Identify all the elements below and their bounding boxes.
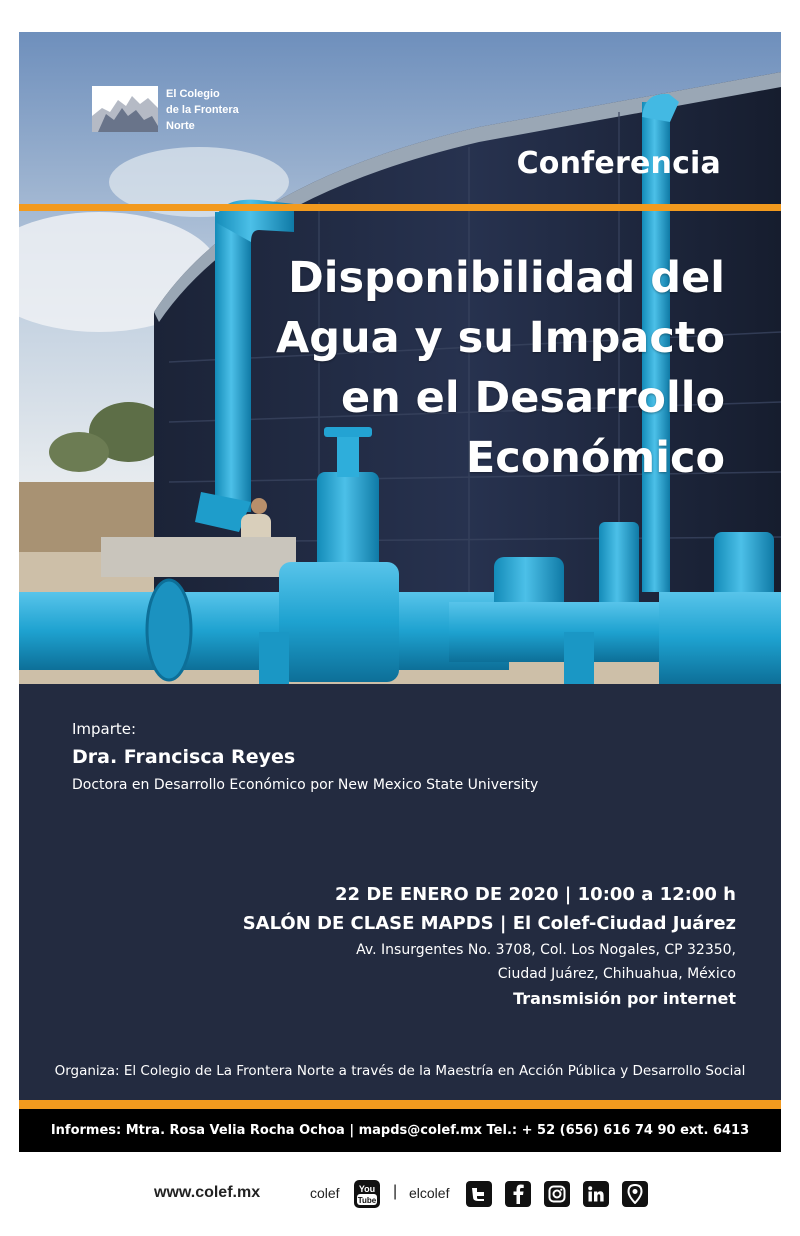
speaker-label: Imparte: xyxy=(72,720,137,738)
footer xyxy=(0,1170,800,1220)
youtube-icon-text: You xyxy=(358,1184,376,1194)
instagram-icon[interactable] xyxy=(544,1181,570,1207)
logo-text xyxy=(166,86,239,134)
youtube-icon[interactable] xyxy=(354,1180,380,1208)
colef-logo xyxy=(92,86,239,134)
accent-divider xyxy=(19,204,781,211)
event-address-line: Ciudad Juárez, Chihuahua, México xyxy=(497,966,736,982)
colef-logo-mark-icon xyxy=(92,86,158,132)
speaker-description: Doctora en Desarrollo Económico por New Mexico State University xyxy=(72,777,539,793)
contact-text: Informes: Mtra. Rosa Velia Rocha Ochoa | mapds@colef.mx Tel.: + 52 (656) 616 74 90 ext. 6413 xyxy=(50,1123,750,1138)
event-address-line: Av. Insurgentes No. 3708, Col. Los Nogales, CP 32350, xyxy=(356,942,736,958)
website-link[interactable]: www.colef.mx xyxy=(154,1184,261,1201)
title-line: Agua y su Impacto xyxy=(275,313,725,363)
youtube-icon-text: Tube xyxy=(357,1196,377,1205)
event-venue: SALÓN DE CLASE MAPDS | El Colef-Ciudad Juárez xyxy=(242,913,736,934)
social-handle: elcolef xyxy=(409,1185,450,1201)
info-panel xyxy=(19,684,781,1100)
footer-separator: | xyxy=(393,1183,398,1200)
logo-line: de la Frontera xyxy=(166,104,239,116)
facebook-icon[interactable] xyxy=(505,1181,531,1207)
speaker-name: Dra. Francisca Reyes xyxy=(72,746,296,768)
youtube-handle: colef xyxy=(310,1185,340,1201)
event-type-label: Conferencia xyxy=(516,146,721,181)
conference-title xyxy=(205,248,725,488)
event-details xyxy=(243,880,736,1012)
logo-line: El Colegio xyxy=(166,88,220,100)
event-date-time: 22 DE ENERO DE 2020 | 10:00 a 12:00 h xyxy=(335,884,736,905)
logo-line: Norte xyxy=(166,120,195,132)
linkedin-icon[interactable] xyxy=(583,1181,609,1207)
accent-divider-bottom xyxy=(19,1100,781,1109)
twitter-icon[interactable] xyxy=(466,1181,492,1207)
contact-bar xyxy=(19,1109,781,1152)
title-line: Económico xyxy=(465,433,725,483)
hero-banner xyxy=(19,32,781,684)
title-line: en el Desarrollo xyxy=(340,373,725,423)
title-line: Disponibilidad del xyxy=(288,253,725,303)
event-streaming-note: Transmisión por internet xyxy=(513,989,736,1008)
location-pin-icon[interactable] xyxy=(622,1181,648,1207)
organizer-text: Organiza: El Colegio de La Frontera Norte a través de la Maestría en Acción Pública y Desarrollo Social xyxy=(54,1063,746,1079)
